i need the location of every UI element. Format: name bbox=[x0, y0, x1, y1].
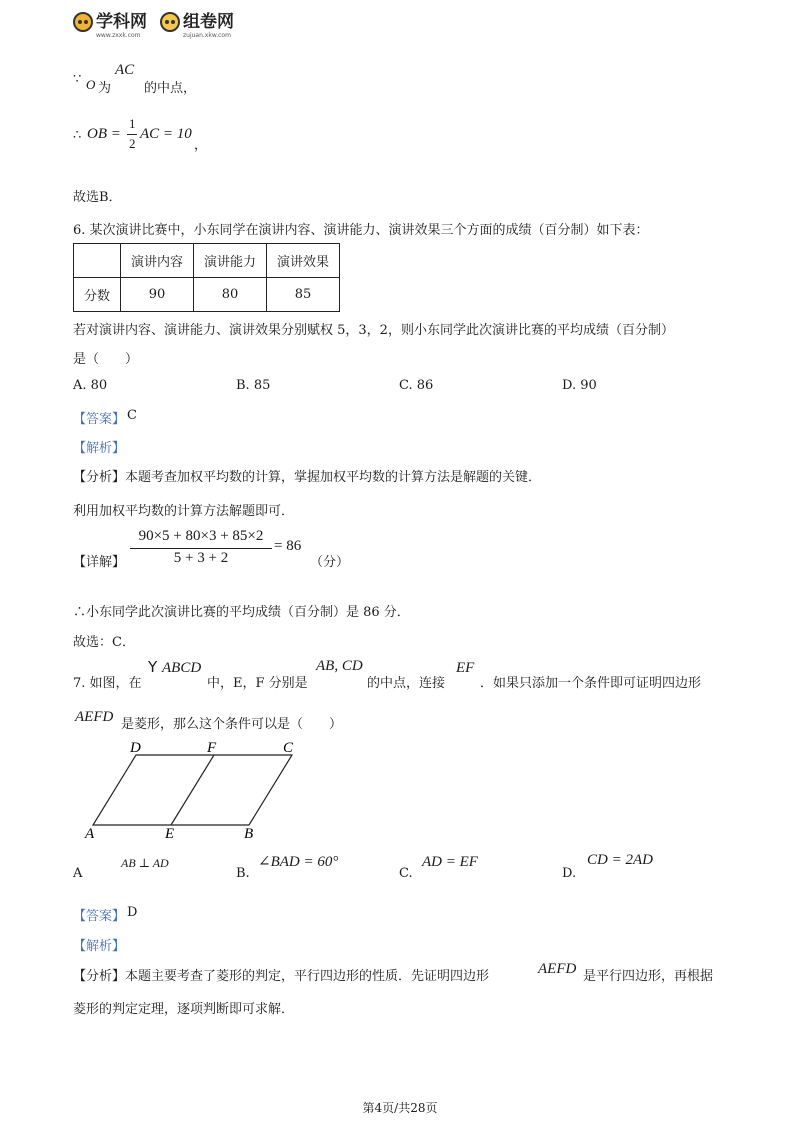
table-header-cell: 演讲能力 bbox=[194, 244, 267, 278]
q6-formula-result: = 86 bbox=[274, 538, 302, 554]
logo1-url: www.zxxk.com bbox=[96, 32, 141, 39]
table-row bbox=[74, 278, 340, 312]
q5-choice: 故选B． bbox=[73, 190, 122, 205]
q7-option-b-letter: B. bbox=[236, 866, 250, 881]
label-C: C bbox=[283, 740, 294, 756]
q7-parallelogram-figure bbox=[80, 738, 300, 840]
table-header-cell: 演讲效果 bbox=[267, 244, 340, 278]
q7-fenxi-b: 是平行四边形，再根据 bbox=[583, 969, 714, 984]
q6-option-c: C. 86 bbox=[399, 378, 434, 393]
table-corner-cell bbox=[74, 244, 121, 278]
table-cell: 80 bbox=[194, 278, 267, 312]
logo2-name: 组卷网 bbox=[183, 12, 234, 32]
label-A: A bbox=[85, 826, 95, 840]
point-O: O bbox=[86, 77, 96, 92]
q7-stem-b: 中，E，F 分别是 bbox=[207, 676, 308, 691]
q7-fenxi-a: 本题主要考查了菱形的判定，平行四边形的性质．先证明四边形 bbox=[125, 969, 490, 984]
logo-zujuanwang bbox=[160, 12, 234, 39]
q6-option-a: A. 80 bbox=[73, 378, 108, 393]
q5-frac-den: 2 bbox=[129, 136, 136, 151]
q6-fenxi: 本题考查加权平均数的计算，掌握加权平均数的计算方法是解题的关键． bbox=[125, 470, 542, 485]
q5-frac-num: 1 bbox=[129, 116, 136, 131]
logo-xuekewang bbox=[73, 12, 147, 39]
q5-OB: OB = bbox=[87, 126, 121, 142]
q6-analysis-label: 【解析】 bbox=[73, 441, 126, 456]
q6-choice: 故选：C． bbox=[73, 635, 135, 650]
q6-option-d: D. 90 bbox=[562, 378, 597, 393]
q7-fenxi-AEFD: AEFD bbox=[538, 961, 577, 977]
q7-stem-e: 是菱形，那么这个条件可以是（ ） bbox=[121, 717, 343, 732]
parallelogram-icon: Y bbox=[148, 658, 158, 676]
therefore-symbol: ∴ bbox=[73, 128, 82, 143]
q6-fenxi-label: 【分析】 bbox=[73, 470, 126, 485]
table-cell: 90 bbox=[121, 278, 194, 312]
q5-midpoint-text: 的中点， bbox=[144, 81, 197, 96]
q6-method: 利用加权平均数的计算方法解题即可． bbox=[73, 504, 295, 519]
q7-option-d-math: CD = 2AD bbox=[587, 852, 653, 868]
table-header-cell: 演讲内容 bbox=[121, 244, 194, 278]
q7-stem-d: ．如果只添加一个条件即可证明四边形 bbox=[480, 676, 702, 691]
q6-conclusion: ∴小东同学此次演讲比赛的平均成绩（百分制）是 86 分． bbox=[73, 605, 410, 620]
q7-option-d-letter: D. bbox=[562, 866, 577, 881]
q7-option-c-math: AD = EF bbox=[422, 854, 478, 870]
q6-score-table bbox=[73, 243, 340, 312]
q5-comma: ， bbox=[194, 138, 208, 153]
q6-answer-label: 【答案】 bbox=[73, 412, 126, 427]
zujuanwang-logo-icon bbox=[160, 12, 180, 32]
logo1-name: 学科网 bbox=[96, 12, 147, 32]
segment-EF bbox=[171, 755, 214, 825]
q6-answer: C bbox=[127, 408, 137, 423]
q5-wei: 为 bbox=[98, 81, 112, 96]
label-E: E bbox=[165, 826, 175, 840]
q7-option-c-letter: C. bbox=[399, 866, 413, 881]
table-header-row bbox=[74, 244, 340, 278]
q7-option-b-math: ∠BAD = 60° bbox=[258, 854, 339, 870]
q7-EF: EF bbox=[456, 660, 475, 676]
table-cell: 分数 bbox=[74, 278, 121, 312]
q6-formula-denominator: 5 + 3 + 2 bbox=[173, 550, 229, 566]
segment-AC: AC bbox=[115, 62, 135, 78]
q7-stem-a: 7. 如图，在 bbox=[73, 676, 142, 691]
q6-formula-numerator: 90×5 + 80×3 + 85×2 bbox=[138, 528, 264, 544]
q6-option-b: B. 85 bbox=[236, 378, 271, 393]
q6-formula-unit: （分） bbox=[310, 555, 350, 570]
label-F: F bbox=[207, 740, 217, 756]
q6-stem: 6. 某次演讲比赛中，小东同学在演讲内容、演讲能力、演讲效果三个方面的成绩（百分制）如下表： bbox=[73, 223, 649, 238]
label-B: B bbox=[244, 826, 254, 840]
q6-detail-label: 【详解】 bbox=[73, 555, 126, 570]
page-number: 第4页/共28页 bbox=[362, 1101, 438, 1115]
q7-option-a-math: AB ⊥ AD bbox=[121, 856, 169, 870]
label-D: D bbox=[130, 740, 141, 756]
q6-stem-weights: 若对演讲内容、演讲能力、演讲效果分别赋权 5，3，2，则小东同学此次演讲比赛的平均成绩（百分制） bbox=[73, 323, 674, 338]
q6-stem-question: 是（ ） bbox=[73, 352, 139, 367]
q5-frac-line bbox=[127, 134, 137, 135]
logo2-url: zujuan.xkw.com bbox=[183, 32, 231, 39]
q7-answer: D bbox=[127, 905, 138, 920]
q7-option-a-letter: A bbox=[73, 866, 83, 881]
q7-stem-c: 的中点，连接 bbox=[367, 676, 446, 691]
q7-ABCD: ABCD bbox=[162, 660, 202, 676]
q5-AC-10: AC = 10 bbox=[140, 126, 192, 142]
q6-formula-fraction-line bbox=[130, 548, 272, 549]
q7-AEFD: AEFD bbox=[75, 709, 114, 725]
q7-answer-label: 【答案】 bbox=[73, 909, 126, 924]
xuekewang-logo-icon bbox=[73, 12, 93, 32]
q7-analysis-label: 【解析】 bbox=[73, 939, 126, 954]
q7-fenxi-c: 菱形的判定定理，逐项判断即可求解． bbox=[73, 1002, 295, 1017]
q7-fenxi-label: 【分析】 bbox=[73, 969, 126, 984]
table-cell: 85 bbox=[267, 278, 340, 312]
q7-AB-CD: AB, CD bbox=[316, 658, 363, 674]
because-symbol: ∵ bbox=[73, 72, 82, 87]
